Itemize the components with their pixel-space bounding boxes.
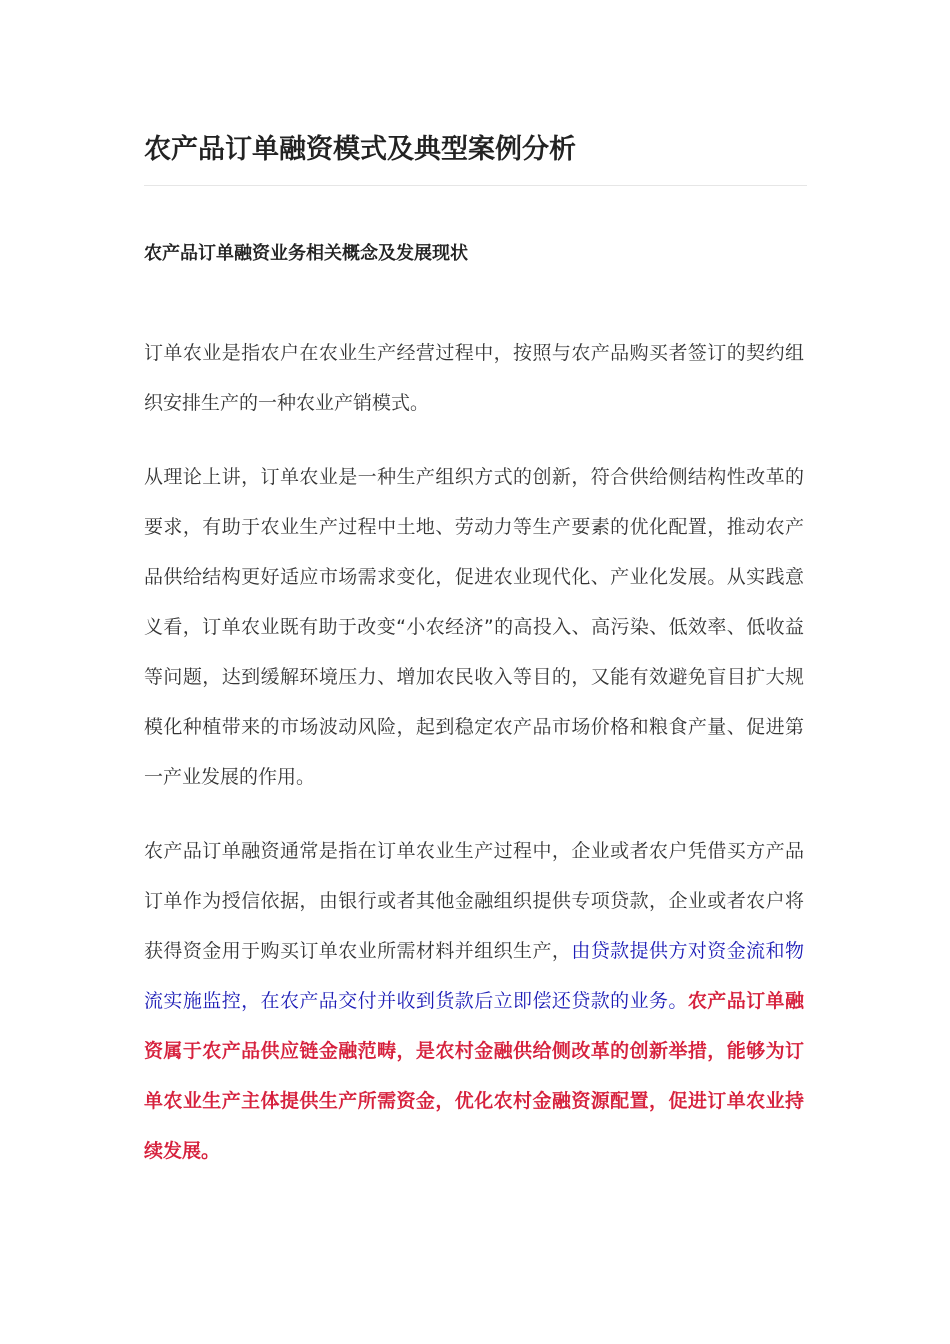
page-title: 农产品订单融资模式及典型案例分析 [144, 134, 576, 165]
paragraph-3-highlight-red: 农产品订单融资属于农产品供应链金融范畴，是农村金融供给侧改革的创新举措，能够为订单农业生产主体提供生产所需资金，优化农村金融资源配置，促进订单农业持续发展。 [144, 990, 804, 1162]
paragraph-3 [144, 826, 804, 1176]
paragraph-3-highlight-blue: 由贷款提供方对资金流和物流实施监控，在农产品交付并收到货款后立即偿还贷款的业务。 [144, 940, 804, 1012]
paragraph-1: 订单农业是指农户在农业生产经营过程中，按照与农产品购买者签订的契约组织安排生产的一种农业产销模式。 [144, 342, 804, 414]
title-divider [144, 185, 807, 186]
paragraph-2: 从理论上讲，订单农业是一种生产组织方式的创新，符合供给侧结构性改革的要求，有助于农业生产过程中土地、劳动力等生产要素的优化配置，推动农产品供给结构更好适应市场需求变化，促进农业现代化、产业化发展。从实践意义看，订单农业既有助于改变“小农经济”的高投入、高污染、低效率、低收益等问题，达到缓解环境压力、增加农民收入等目的，又能有效避免盲目扩大规模化种植带来的市场波动风险，起到稳定农产品市场价格和粮食产量、促进第一产业发展的作用。 [144, 466, 804, 788]
section-heading: 农产品订单融资业务相关概念及发展现状 [144, 243, 468, 264]
paragraph-3-text: 农产品订单融资通常是指在订单农业生产过程中，企业或者农户凭借买方产品订单作为授信依据，由银行或者其他金融组织提供专项贷款，企业或者农户将获得资金用于购买订单农业所需材料并组织生产， [144, 840, 804, 962]
